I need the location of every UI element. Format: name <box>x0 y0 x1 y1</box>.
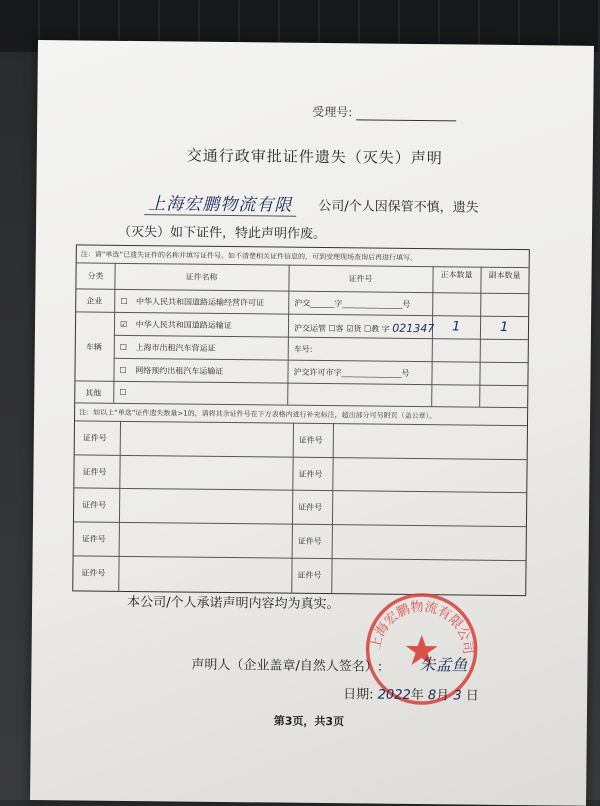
table-rule <box>74 555 526 561</box>
row-number-text: 沪交运管 ☐客 ☑货 ☐教 字 <box>293 323 390 334</box>
row-checkbox[interactable]: ☐ <box>119 342 128 352</box>
date-year-unit: 年 <box>410 687 424 704</box>
row-number: 沪交______字_______________号 <box>294 298 411 309</box>
row-category: 其他 <box>85 388 102 398</box>
table-rule <box>76 311 528 317</box>
company-handwritten: 上海宏鹏物流有限 <box>144 189 296 217</box>
table-rule <box>114 335 528 340</box>
table-rule <box>77 262 529 268</box>
page-number: 第3页，共3页 <box>273 714 345 729</box>
extra-label: 证件号 <box>298 435 323 446</box>
table-rule <box>76 288 528 294</box>
extra-label: 证件号 <box>298 469 323 480</box>
table-row <box>120 342 216 354</box>
table-rule <box>75 420 527 426</box>
date-label: 日期: <box>343 687 374 703</box>
table-note-bottom: 注：如以上“单选”证件遗失数量>1的，请将其余证件号在下方表格内进行补充标注，超出部分可另附页（盖公章）。 <box>79 408 437 421</box>
acceptance-number <box>312 103 456 122</box>
extra-label: 证件号 <box>82 500 107 510</box>
page-title: 交通行政审批证件遗失（灭失）声明 <box>186 146 443 168</box>
table-row <box>120 319 232 331</box>
row-category: 车辆 <box>85 342 102 352</box>
table-note-top: 注：请“单选”已遗失证件的名称并填写证件号。如不清楚相关证件信息的，可到受理现场查询后再进行填写。 <box>80 250 418 262</box>
row-checkbox[interactable]: ☐ <box>119 387 127 397</box>
acceptance-label: 受理号: <box>312 104 353 120</box>
date-year: 2022 <box>377 687 411 703</box>
table-row <box>119 365 223 377</box>
table-rule <box>74 521 526 527</box>
header-name: 证件名称 <box>185 272 218 282</box>
header-category: 分类 <box>87 271 104 281</box>
declaration-paper <box>30 40 594 806</box>
row-checkbox[interactable]: ☑ <box>119 319 128 329</box>
row-category: 企业 <box>86 296 103 306</box>
row-number: 沪交许可市字_______________号 <box>293 367 410 378</box>
row-original-count: 1 <box>451 319 461 335</box>
table-rule <box>75 454 527 460</box>
table-rule <box>118 421 121 591</box>
row-name: 中华人民共和国道路运输证 <box>135 320 232 331</box>
extra-label: 证件号 <box>82 433 107 443</box>
certificate-table <box>72 244 530 596</box>
row-copy-count: 1 <box>499 319 509 335</box>
promise-statement: 本公司/个人承诺声明内容均为真实。 <box>127 594 340 613</box>
row-number: 车号: <box>293 344 313 354</box>
date-line <box>343 683 479 703</box>
signer-name-handwritten: 朱孟鱼 <box>419 655 468 675</box>
declaration-line2: （灭失）如下证件，特此声明作废。 <box>117 224 327 243</box>
table-rule <box>74 487 526 493</box>
header-number: 证件号 <box>348 274 373 284</box>
row-number-handwritten: 021347 <box>392 321 435 336</box>
date-day-unit: 日 <box>465 688 479 704</box>
row-name: 上海市出租汽车营运证 <box>135 343 216 353</box>
row-checkbox[interactable]: ☐ <box>120 296 128 306</box>
declaration-line1: 公司/个人因保管不慎，遗失 <box>318 198 479 216</box>
extra-label: 证件号 <box>297 570 322 580</box>
table-rule <box>291 423 294 593</box>
extra-label: 证件号 <box>297 536 322 546</box>
signer-label: 声明人（企业盖章/自然人签名）: <box>191 657 383 675</box>
extra-label: 证件号 <box>81 568 106 578</box>
date-month: 8 <box>427 688 437 704</box>
extra-label: 证件号 <box>82 467 107 477</box>
extra-label: 证件号 <box>298 502 323 513</box>
row-checkbox[interactable]: ☐ <box>119 365 127 375</box>
date-day: 3 <box>453 688 462 704</box>
row-name: 中华人民共和国道路运输经营许可证 <box>135 297 265 308</box>
date-month-unit: 月 <box>436 688 450 704</box>
header-original: 正本数量 <box>440 270 473 280</box>
header-copy: 副本数量 <box>488 270 521 281</box>
extra-label: 证件号 <box>81 534 106 544</box>
table-row <box>120 296 264 309</box>
table-rule <box>114 358 528 363</box>
row-number <box>294 321 434 335</box>
row-name: 网络预约出租汽车运输证 <box>135 366 224 376</box>
table-rule <box>331 423 334 593</box>
table-rule <box>75 380 527 386</box>
seal-text: 上海宏鹏物流有限公司 <box>368 599 475 656</box>
acceptance-blank <box>356 107 456 121</box>
